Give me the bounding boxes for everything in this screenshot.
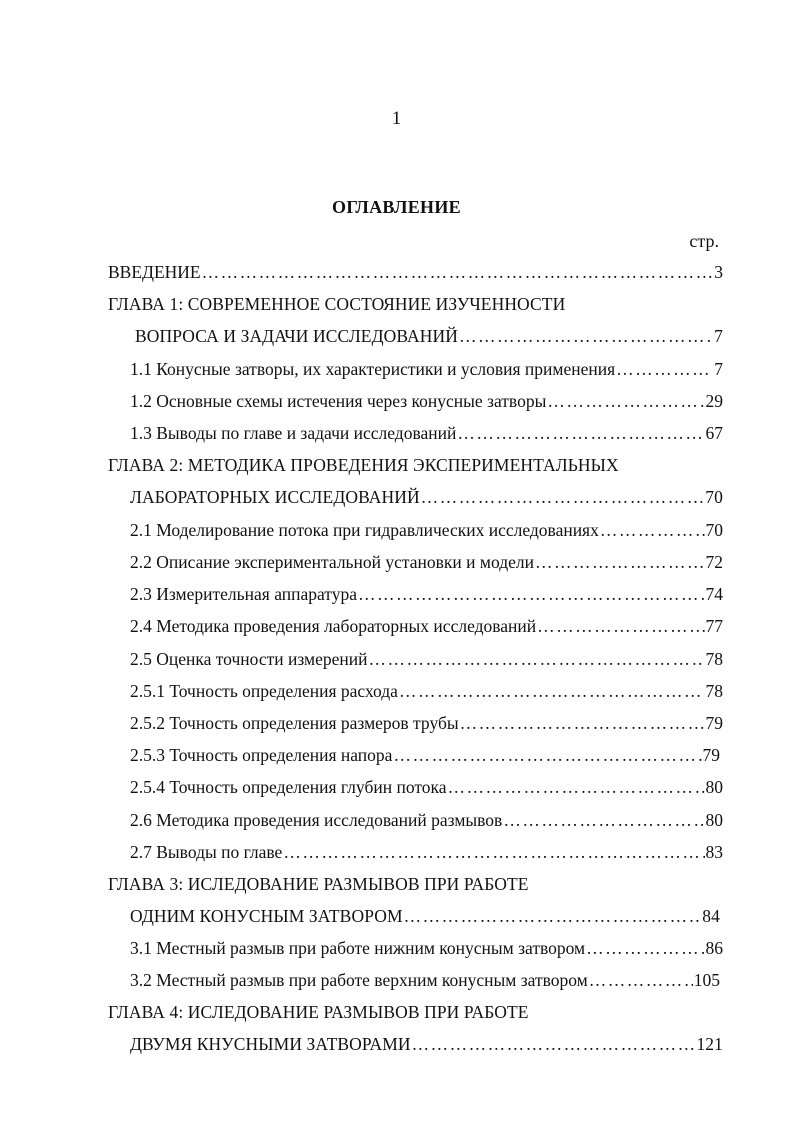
page-number: 1 xyxy=(391,108,402,129)
toc-chapter-4-heading[interactable] xyxy=(108,1000,723,1024)
toc-entry-text: ВОПРОСА И ЗАДАЧИ ИССЛЕДОВАНИЙ xyxy=(135,326,458,346)
page-column-label: стр. xyxy=(689,231,719,251)
toc-chapter-2-heading-cont[interactable] xyxy=(130,485,723,509)
toc-section-3-1[interactable] xyxy=(130,936,723,960)
toc-leader-dots xyxy=(412,1032,696,1056)
toc-entry-text: 2.1 Моделирование потока при гидравлических исследованиях xyxy=(130,520,599,540)
toc-entry-text: ГЛАВА 4: ИСЛЕДОВАНИЕ РАЗМЫВОВ ПРИ РАБОТЕ xyxy=(108,1002,529,1022)
toc-entry-text: 2.6 Методика проведения исследований размывов xyxy=(130,810,503,830)
toc-section-2-5-1[interactable] xyxy=(130,679,723,703)
toc-entry-text: 2.2 Описание экспериментальной установки и модели xyxy=(130,552,534,572)
toc-entry-page: 77 xyxy=(705,616,723,636)
toc-entry-text: 2.5.1 Точность определения расхода xyxy=(130,681,398,701)
toc-entry-page: 70 xyxy=(705,520,723,540)
toc-leader-dots xyxy=(589,968,693,992)
toc-section-2-5-2[interactable] xyxy=(130,711,723,735)
toc-leader-dots xyxy=(202,260,714,284)
toc-entry-text: ГЛАВА 2: МЕТОДИКА ПРОВЕДЕНИЯ ЭКСПЕРИМЕНТАЛЬНЫХ xyxy=(108,455,619,475)
toc-section-2-4[interactable] xyxy=(130,614,723,638)
toc-entry-text: 2.5.3 Точность определения напора xyxy=(130,745,393,765)
toc-leader-dots xyxy=(368,647,704,671)
toc-leader-dots xyxy=(421,485,705,509)
toc-entry-page: 105 xyxy=(693,970,720,990)
toc-leader-dots xyxy=(457,421,704,445)
toc-leader-dots xyxy=(358,582,705,606)
toc-chapter-3-heading[interactable] xyxy=(108,872,723,896)
toc-entry-page: 79 xyxy=(705,713,723,733)
toc-entry-text: 2.5.2 Точность определения размеров трубы xyxy=(130,713,459,733)
toc-leader-dots xyxy=(503,808,704,832)
toc-entry-text: 2.4 Методика проведения лабораторных исследований xyxy=(130,616,537,636)
toc-entry-text: 2.5.4 Точность определения глубин потока xyxy=(130,777,447,797)
toc-section-2-5-3[interactable] xyxy=(130,743,720,767)
toc-leader-dots xyxy=(547,389,704,413)
toc-entry-text: ГЛАВА 3: ИСЛЕДОВАНИЕ РАЗМЫВОВ ПРИ РАБОТЕ xyxy=(108,874,529,894)
toc-entry-text: ОДНИМ КОНУСНЫМ ЗАТВОРОМ xyxy=(130,906,403,926)
toc-section-3-2[interactable] xyxy=(130,968,720,992)
toc-entry-text: 3.2 Местный размыв при работе верхним конусным затвором xyxy=(130,970,588,990)
toc-chapter-2-heading[interactable] xyxy=(108,453,723,477)
toc-entry-page: 79 xyxy=(702,745,720,765)
toc-chapter-1-heading-cont[interactable] xyxy=(135,324,723,348)
toc-entry-introduction[interactable] xyxy=(108,260,723,284)
toc-entry-page: 83 xyxy=(705,842,723,862)
toc-leader-dots xyxy=(393,743,701,767)
toc-entry-page: 80 xyxy=(705,810,723,830)
toc-entry-page: 70 xyxy=(705,487,723,507)
toc-entry-page: 78 xyxy=(705,681,723,701)
page-title: ОГЛАВЛЕНИЕ xyxy=(332,197,461,217)
toc-section-1-3[interactable] xyxy=(130,421,723,445)
toc-section-1-1[interactable] xyxy=(130,357,723,381)
toc-section-2-1[interactable] xyxy=(130,518,723,542)
toc-entry-text: ВВЕДЕНИЕ xyxy=(108,262,201,282)
toc-entry-text: 1.3 Выводы по главе и задачи исследований xyxy=(130,423,457,443)
toc-entry-page: 3 xyxy=(714,262,723,282)
toc-section-2-5-4[interactable] xyxy=(130,775,723,799)
toc-leader-dots xyxy=(600,518,705,542)
toc-entry-text: 1.1 Конусные затворы, их характеристики и условия применения xyxy=(130,359,616,379)
toc-leader-dots xyxy=(616,357,713,381)
toc-entry-page: 7 xyxy=(714,326,723,346)
toc-entry-page: 67 xyxy=(705,423,723,443)
toc-leader-dots xyxy=(399,679,705,703)
toc-chapter-3-heading-cont[interactable] xyxy=(130,904,720,928)
toc-leader-dots xyxy=(283,840,704,864)
toc-entry-page: 80 xyxy=(705,777,723,797)
toc-entry-text: 3.1 Местный размыв при работе нижним конусным затвором xyxy=(130,938,586,958)
toc-chapter-1-heading[interactable] xyxy=(108,292,723,316)
toc-entry-page: 29 xyxy=(705,391,723,411)
toc-leader-dots xyxy=(448,775,705,799)
toc-entry-page: 84 xyxy=(702,906,720,926)
toc-leader-dots xyxy=(535,550,705,574)
toc-section-1-2[interactable] xyxy=(130,389,723,413)
toc-entry-text: 2.3 Измерительная аппаратура xyxy=(130,584,357,604)
toc-entry-page: 74 xyxy=(705,584,723,604)
toc-entry-page: 72 xyxy=(705,552,723,572)
toc-entry-text: 2.7 Выводы по главе xyxy=(130,842,283,862)
toc-leader-dots xyxy=(459,324,713,348)
toc-entry-page: 7 xyxy=(714,359,723,379)
toc-entry-text: ГЛАВА 1: СОВРЕМЕННОЕ СОСТОЯНИЕ ИЗУЧЕННОСТИ xyxy=(108,294,566,314)
toc-entry-page: 121 xyxy=(696,1034,723,1054)
toc-section-2-5[interactable] xyxy=(130,647,723,671)
toc-leader-dots xyxy=(460,711,705,735)
toc-leader-dots xyxy=(586,936,704,960)
toc-section-2-6[interactable] xyxy=(130,808,723,832)
toc-section-2-3[interactable] xyxy=(130,582,723,606)
toc-entry-page: 86 xyxy=(705,938,723,958)
toc-entry-page: 78 xyxy=(705,649,723,669)
toc-entry-text: ЛАБОРАТОРНЫХ ИССЛЕДОВАНИЙ xyxy=(130,487,420,507)
toc-chapter-4-heading-cont[interactable] xyxy=(130,1032,723,1056)
toc-section-2-2[interactable] xyxy=(130,550,723,574)
toc-entry-text: 1.2 Основные схемы истечения через конусные затворы xyxy=(130,391,547,411)
toc-entry-text: ДВУМЯ КНУСНЫМИ ЗАТВОРАМИ xyxy=(130,1034,411,1054)
toc-entry-text: 2.5 Оценка точности измерений xyxy=(130,649,368,669)
toc-leader-dots xyxy=(537,614,704,638)
toc-leader-dots xyxy=(404,904,702,928)
toc-section-2-7[interactable] xyxy=(130,840,723,864)
